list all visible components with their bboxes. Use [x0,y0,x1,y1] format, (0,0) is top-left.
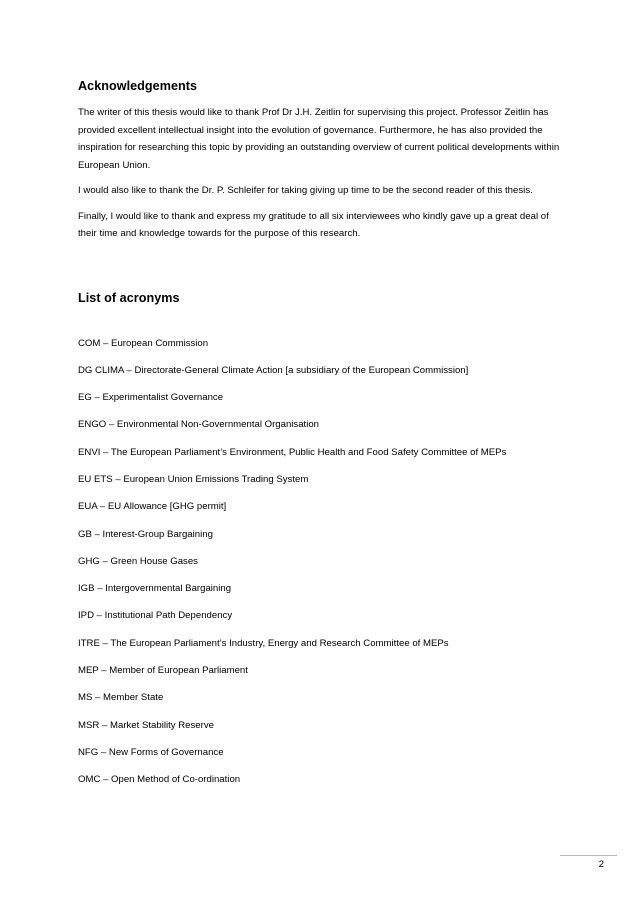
acronym-item: IGB – Intergovernmental Bargaining [78,583,232,595]
acronym-item: ENVI – The European Parliament’s Environment, Public Health and Food Safety Committee of MEPs [78,446,507,458]
acronym-item: NFG – New Forms of Governance [78,746,224,758]
acronym-item: MS – Member State [78,692,164,704]
acronym-item: DG CLIMA – Directorate-General Climate Action [a subsidiary of the European Commission] [78,364,469,376]
page-number: 2 [598,859,604,870]
acronym-item: EUA – EU Allowance [GHG permit] [78,501,227,513]
page-content [78,77,568,799]
acknowledgements-heading: Acknowledgements [78,79,198,93]
acronyms-section [78,289,568,799]
acronyms-heading: List of acronyms [78,290,180,305]
acronym-item: ENGO – Environmental Non-Governmental Organisation [78,419,320,431]
acronym-item: MEP – Member of European Parliament [78,665,248,677]
acronym-item: OMC – Open Method of Co-ordination [78,774,241,786]
acknowledgements-paragraph: Finally, I would like to thank and express my gratitude to all six interviewees who kindly gave up a great deal of their time and knowledge towards for the purpose of this research. [78,210,549,239]
acronym-item: COM – European Commission [78,337,209,349]
acronym-item: EG – Experimentalist Governance [78,392,224,404]
footer-divider [560,855,617,856]
acknowledgements-paragraph: The writer of this thesis would like to thank Prof Dr J.H. Zeitlin for supervising this project. Professor Zeitlin has provided excellent intellectual insight into the evolution of governance. Furthermore, he has also provided the inspiration for researching this topic by providing an outstanding overview of current political developments within European Union. [78,107,560,171]
acronym-list [78,335,568,799]
acronym-item: EU ETS – European Union Emissions Trading System [78,473,309,485]
acronym-item: ITRE – The European Parliament’s Industry, Energy and Research Committee of MEPs [78,637,449,649]
acronym-item: MSR – Market Stability Reserve [78,719,214,731]
acknowledgements-paragraph: I would also like to thank the Dr. P. Schleifer for taking giving up time to be the second reader of this thesis. [78,185,533,196]
acronym-item: GHG – Green House Gases [78,555,198,567]
acronym-item: IPD – Institutional Path Dependency [78,610,233,622]
acknowledgements-section [78,77,568,243]
acronym-item: GB – Interest-Group Bargaining [78,528,213,540]
